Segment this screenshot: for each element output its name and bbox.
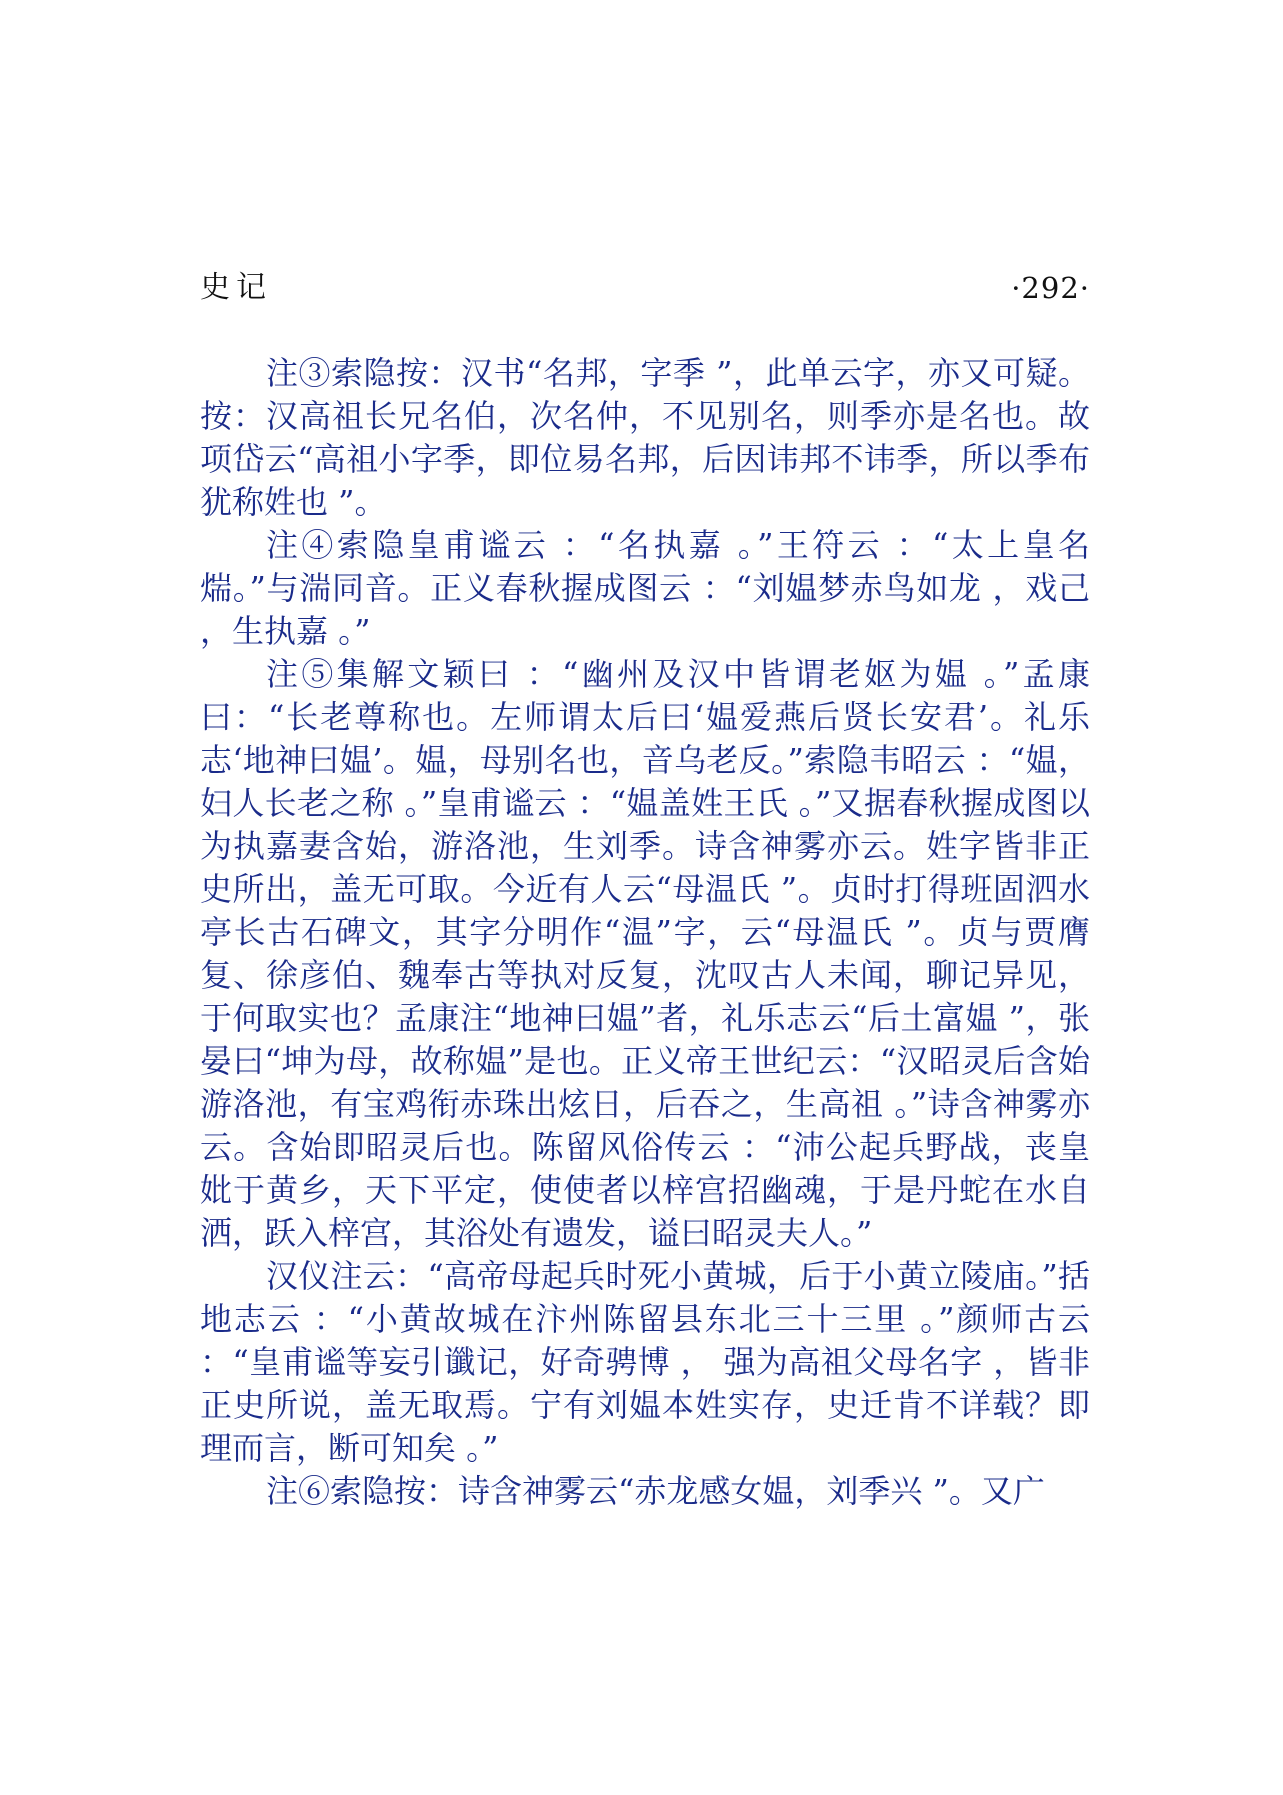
book-title: 史记 [200, 270, 272, 305]
note-paragraph: 注④索隐皇甫谧云 ：“名执嘉 。”王符云 ：“太上皇名煓。”与湍同音。正义春秋握成图云 ：“刘媪梦赤鸟如龙 ，戏己 ，生执嘉 。” [200, 526, 1090, 650]
note-paragraph: 汉仪注云：“高帝母起兵时死小黄城，后于小黄立陵庙。”括地志云 ：“小黄故城在汴州陈留县东北三十三里 。”颜师古云 ：“皇甫谧等妄引谶记，好奇骋博 ， 强为高祖父母名字 ，皆非正史所说，盖无取焉。宁有刘媪本姓实存，史迁肯不详载？即理而言，断可知矣 。” [200, 1257, 1090, 1467]
note-paragraph: 注⑤集解文颖曰 ：“幽州及汉中皆谓老妪为媪 。”孟康曰：“长老尊称也。左师谓太后曰‘媪爱燕后贤长安君’。礼乐志‘地神曰媪’。媪，母别名也，音乌老反。”索隐韦昭云 ：“媪，妇人长老之称 。”皇甫谧云 ：“媪盖姓王氏 。”又据春秋握成图以为执嘉妻含始，游洛池，生刘季。诗含神雾亦云。姓字皆非正史所出，盖无可取。今近有人云“母温氏 ”。贞时打得班固泗水亭长古石碑文，其字分明作“温”字，云“母温氏 ”。贞与贾膺复、徐彦伯、魏奉古等执对反复，沈叹古人未闻，聊记异见，于何取实也？孟康注“地神曰媪”者，礼乐志云“后土富媪 ”，张晏曰“坤为母，故称媪”是也。正义帝王世纪云：“汉昭灵后含始游洛池，有宝鸡衔赤珠出炫日，后吞之，生高祖 。”诗含神雾亦云。含始即昭灵后也。陈留风俗传云 ：“沛公起兵野战，丧皇妣于黄乡，天下平定，使使者以梓宫招幽魂，于是丹蛇在水自洒，跃入梓宫，其浴处有遗发，谥曰昭灵夫人。” [200, 655, 1090, 1252]
note-paragraph: 注③索隐按：汉书“名邦，字季 ”，此单云字，亦又可疑。按：汉高祖长兄名伯，次名仲，不见别名，则季亦是名也。故项岱云“高祖小字季，即位易名邦，后因讳邦不讳季，所以季布犹称姓也 ”。 [200, 354, 1090, 521]
note-paragraph: 注⑥索隐按：诗含神雾云“赤龙感女媪，刘季兴 ”。又广 [266, 1472, 1045, 1510]
annotation-body [200, 352, 1090, 1513]
page-number: ·292· [1011, 271, 1090, 305]
page-header [200, 268, 1090, 312]
